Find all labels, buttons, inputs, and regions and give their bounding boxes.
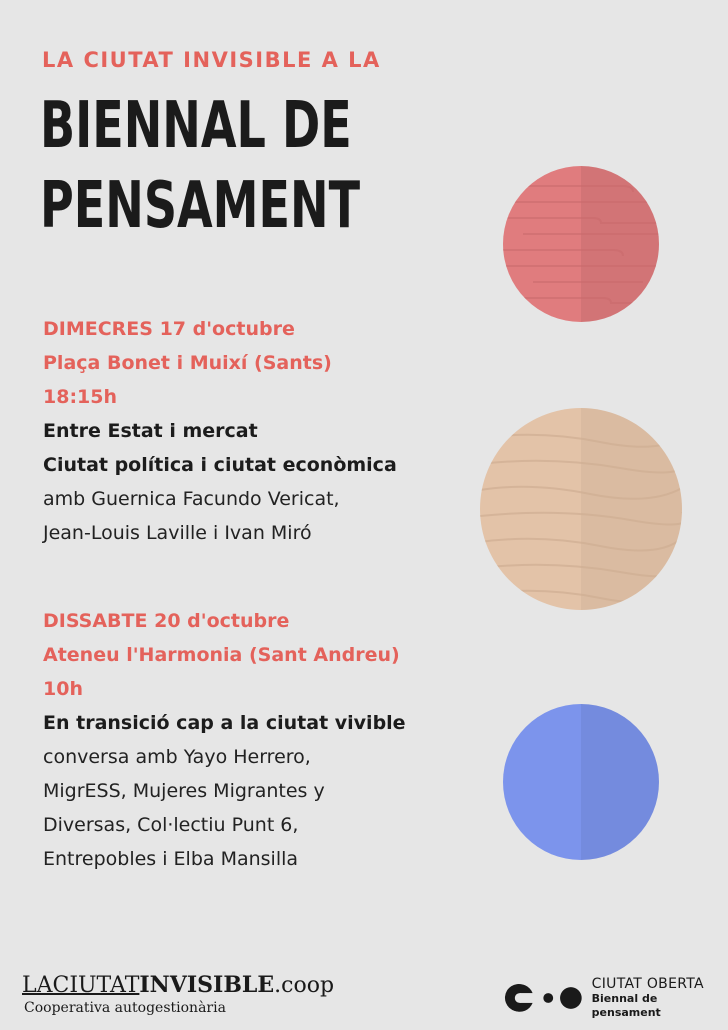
event-title: En transició cap a la ciutat vivible <box>43 712 406 734</box>
ciutat-oberta-icon <box>503 980 584 1016</box>
event-date: DIMECRES 17 d'octubre <box>43 318 295 340</box>
poster-subtitle: LA CIUTAT INVISIBLE A LA <box>42 48 381 72</box>
event-guests-line: Diversas, Col·lectiu Punt 6, <box>43 814 299 836</box>
event-guests-line: Jean-Louis Laville i Ivan Miró <box>43 522 312 544</box>
title-line-1: BIENNAL DE <box>40 89 352 163</box>
event-guests-line: Entrepobles i Elba Mansilla <box>43 848 299 870</box>
brand-part-3: .coop <box>274 973 335 998</box>
blue-planet-illustration <box>503 704 659 860</box>
event-time: 10h <box>43 678 83 700</box>
partner-name: CIUTAT OBERTA <box>591 976 704 992</box>
event-date: DISSABTE 20 d'octubre <box>43 610 290 632</box>
event-place: Ateneu l'Harmonia (Sant Andreu) <box>43 644 400 666</box>
title-line-2: PENSAMENT <box>40 169 360 243</box>
partner-subtitle: Biennal de pensament <box>591 992 661 1019</box>
event-guests-line: MigrESS, Mujeres Migrantes y <box>43 780 325 802</box>
poster-title <box>40 86 360 246</box>
event-guests-line: amb Guernica Facundo Vericat, <box>43 488 340 510</box>
brand-part-1: LACIUTAT <box>22 973 140 998</box>
event-guests-line: conversa amb Yayo Herrero, <box>43 746 311 768</box>
event-subtitle: Ciutat política i ciutat econòmica <box>43 454 397 476</box>
event-time: 18:15h <box>43 386 118 408</box>
event-place: Plaça Bonet i Muixí (Sants) <box>43 352 332 374</box>
event-1 <box>43 312 397 550</box>
beige-planet-illustration <box>480 408 682 610</box>
ciutat-oberta-logo <box>503 976 728 1020</box>
event-title: Entre Estat i mercat <box>43 420 258 442</box>
brand-part-2: INVISIBLE <box>139 972 275 998</box>
la-ciutat-invisible-logo <box>22 972 334 1017</box>
brand-wordmark <box>22 972 334 999</box>
brand-tagline: Cooperativa autogestionària <box>24 1000 226 1016</box>
event-2 <box>43 604 406 876</box>
red-planet-illustration <box>503 166 659 322</box>
